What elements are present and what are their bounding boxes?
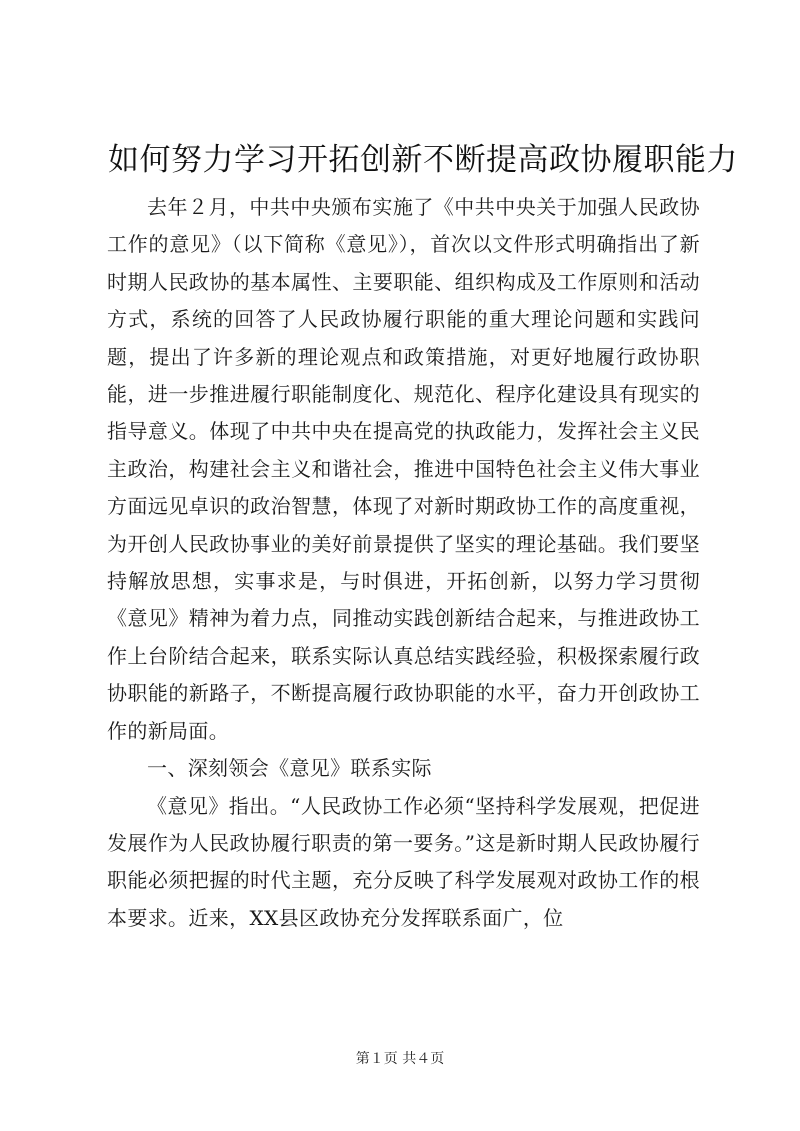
document-title: 如何努力学习开拓创新不断提高政协履职能力 xyxy=(108,142,738,178)
section-heading: 一、深刻领会《意见》联系实际 xyxy=(147,756,432,781)
section-paragraph: 《意见》指出。“人民政协工作必须“坚持科学发展观，把促进发展作为人民政协履行职责的第一要务。”这是新时期人民政协履行职能必须把握的时代主题，充分反映了科学发展观对政协工作的根本要求。近来，XX县区政协充分发挥联系面广，位 xyxy=(107,793,700,930)
body-paragraph: 去年２月，中共中央颁布实施了《中共中央关于加强人民政协工作的意见》（以下简称《意见》），首次以文件形式明确指出了新时期人民政协的基本属性、主要职能、组织构成及工作原则和活动方式，系统的回答了人民政协履行职能的重大理论问题和实践问题，提出了许多新的理论观点和政策措施，对更好地履行政协职能，进一步推进履行职能制度化、规范化、程序化建设具有现实的指导意义。体现了中共中央在提高党的执政能力，发挥社会主义民主政治，构建社会主义和谐社会，推进中国特色社会主义伟大事业方面远见卓识的政治智慧，体现了对新时期政协工作的高度重视，为开创人民政协事业的美好前景提供了坚实的理论基础。我们要坚持解放思想，实事求是，与时俱进，开拓创新，以努力学习贯彻《意见》精神为着力点，同推动实践创新结合起来，与推进政协工作上台阶结合起来，联系实际认真总结实践经验，积极探索履行政协职能的新路子，不断提高履行政协职能的水平，奋力开创政协工作的新局面。 xyxy=(107,195,700,743)
document-body xyxy=(107,189,700,937)
page-footer: 第１页 共４页 xyxy=(355,1051,445,1067)
